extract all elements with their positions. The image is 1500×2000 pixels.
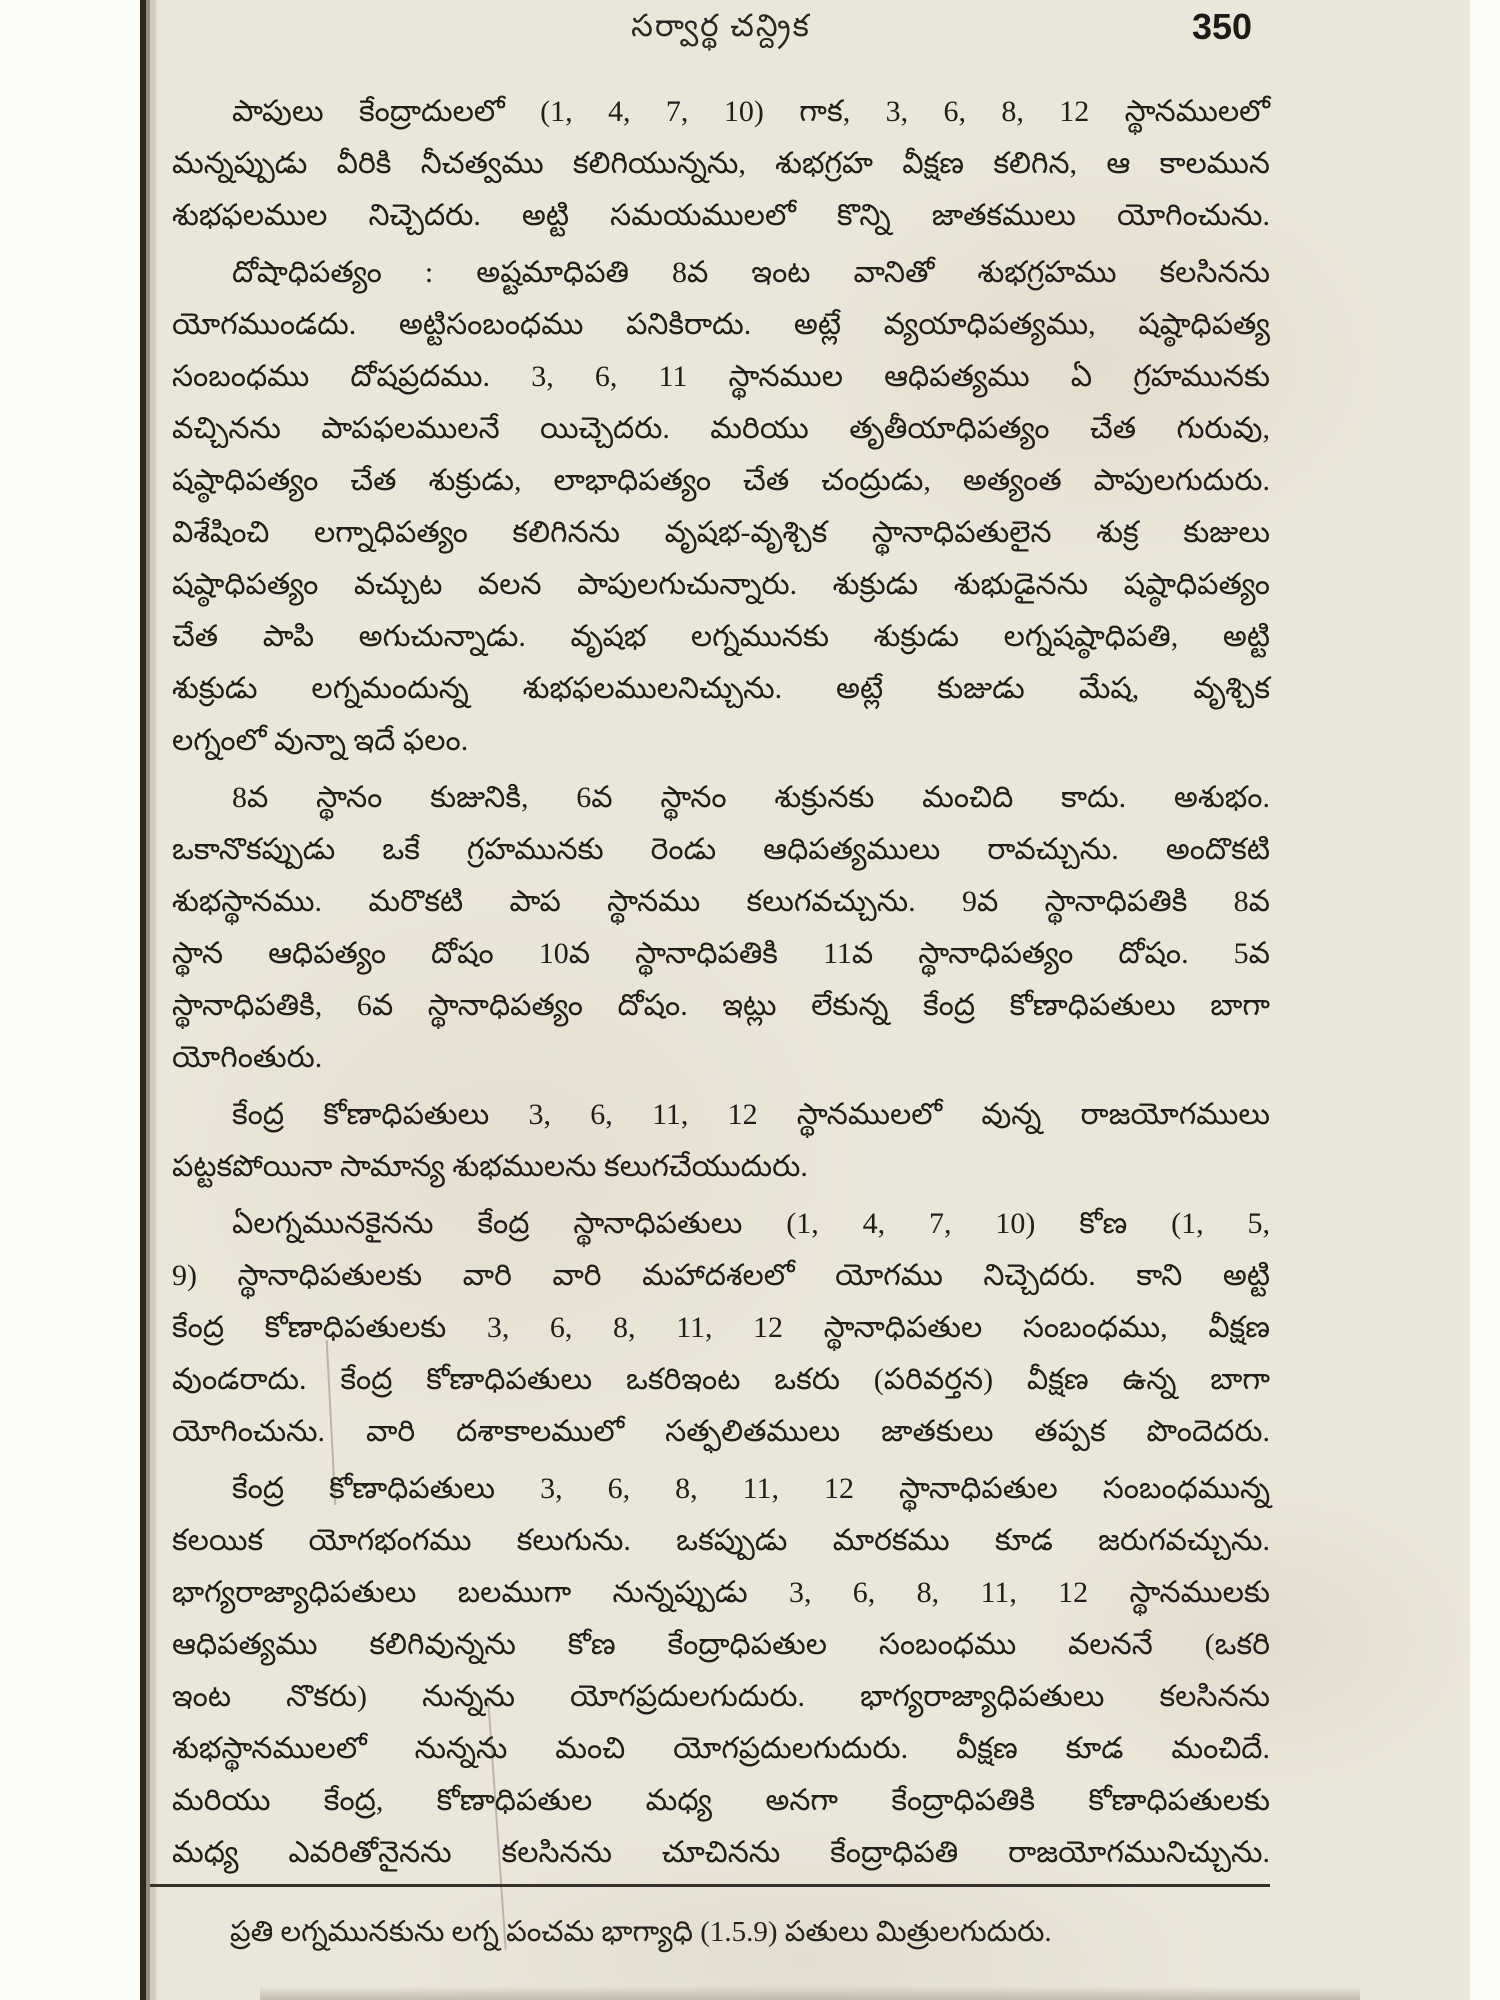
paragraph xyxy=(172,1463,1270,1879)
text-line: పట్టకపోయినా సామాన్య శుభములను కలుగచేయుదురు. xyxy=(172,1150,808,1183)
text-line: స్థానాధిపతికి, 6వ స్థానాధిపత్యం దోషం. ఇట్లు లేకున్న కేంద్ర కోణాధిపతులు బాగా xyxy=(172,989,1270,1022)
book-title: సర్వార్థ చన్ద్రిక xyxy=(631,8,811,43)
paragraph xyxy=(172,247,1270,767)
text-line: కేంద్ర కోణాధిపతులకు 3, 6, 8, 11, 12 స్థానాధిపతుల సంబంధము, వీక్షణ xyxy=(172,1311,1270,1344)
body-text xyxy=(172,86,1270,1884)
text-line: లగ్నంలో వున్నా ఇదే ఫలం. xyxy=(172,724,469,757)
text-line: శుభఫలముల నిచ్చెదరు. అట్టి సమయములలో కొన్ని జాతకములు యోగించును. xyxy=(172,199,1270,232)
scan-smudge xyxy=(260,1986,1360,2000)
paragraph xyxy=(172,1089,1270,1193)
text-line: యోగించును. వారి దశాకాలములో సత్ఫలితములు జాతకులు తప్పక పొందెదరు. xyxy=(172,1415,1270,1448)
text-line: చేత పాపి అగుచున్నాడు. వృషభ లగ్నమునకు శుక్రుడు లగ్నషష్ఠాధిపతి, అట్టి xyxy=(172,620,1270,653)
text-line: కలయిక యోగభంగము కలుగును. ఒకప్పుడు మారకము కూడ జరుగవచ్చును. xyxy=(172,1524,1270,1557)
page-number: 350 xyxy=(1192,6,1253,47)
text-line: కేంద్ర కోణాధిపతులు 3, 6, 11, 12 స్థానములలో వున్న రాజయోగములు xyxy=(232,1098,1270,1131)
paragraph xyxy=(172,86,1270,242)
text-line: వుండరాదు. కేంద్ర కోణాధిపతులు ఒకరిఇంట ఒకరు (పరివర్తన) వీక్షణ ఉన్న బాగా xyxy=(172,1363,1270,1396)
text-line: ఇంట నొకరు) నున్నను యోగప్రదులగుదురు. భాగ్యరాజ్యాధిపతులు కలసినను xyxy=(172,1680,1270,1713)
text-line: భాగ్యరాజ్యాధిపతులు బలముగా నున్నప్పుడు 3, 6, 8, 11, 12 స్థానములకు xyxy=(172,1576,1270,1609)
text-line: శుక్రుడు లగ్నమందున్న శుభఫలములనిచ్చును. అట్లే కుజుడు మేష, వృశ్చిక xyxy=(172,672,1270,705)
text-line: దోషాధిపత్యం : అష్టమాధిపతి 8వ ఇంట వానితో శుభగ్రహము కలసినను xyxy=(232,256,1270,289)
text-line: 8వ స్థానం కుజునికి, 6వ స్థానం శుక్రునకు మంచిది కాదు. అశుభం. xyxy=(232,781,1270,814)
paragraph xyxy=(172,1198,1270,1458)
text-line: ఆధిపత్యము కలిగివున్నను కోణ కేంద్రాధిపతుల సంబంధము వలననే (ఒకరి xyxy=(172,1628,1270,1661)
text-line: మన్నప్పుడు వీరికి నీచత్వము కలిగియున్నను, శుభగ్రహ వీక్షణ కలిగిన, ఆ కాలమున xyxy=(172,147,1270,180)
text-line: మధ్య ఎవరితోనైనను కలసినను చూచినను కేంద్రాధిపతి రాజయోగమునిచ్చును. xyxy=(172,1836,1270,1869)
text-line: యోగముండదు. అట్టిసంబంధము పనికిరాదు. అట్లే వ్యయాధిపత్యము, షష్ఠాధిపత్య xyxy=(172,308,1270,341)
text-line: షష్ఠాధిపత్యం వచ్చుట వలన పాపులగుచున్నారు. శుక్రుడు శుభుడైనను షష్ఠాధిపత్యం xyxy=(172,568,1270,601)
paragraph xyxy=(172,772,1270,1084)
text-line: ఒకానొకప్పుడు ఒకే గ్రహమునకు రెండు ఆధిపత్యములు రావచ్చును. అందొకటి xyxy=(172,833,1270,866)
text-line: కేంద్ర కోణాధిపతులు 3, 6, 8, 11, 12 స్థానాధిపతుల సంబంధమున్న xyxy=(232,1472,1270,1505)
page-paper xyxy=(140,0,1470,2000)
text-line: శుభస్థానములలో నున్నను మంచి యోగప్రదులగుదురు. వీక్షణ కూడ మంచిదే. xyxy=(172,1732,1270,1765)
book-gutter-shadow xyxy=(140,0,158,2000)
text-line: షష్ఠాధిపత్యం చేత శుక్రుడు, లాభాధిపత్యం చేత చంద్రుడు, అత్యంత పాపులగుదురు. xyxy=(172,464,1270,497)
text-line: సంబంధము దోషప్రదము. 3, 6, 11 స్థానముల ఆధిపత్యము ఏ గ్రహమునకు xyxy=(172,360,1270,393)
text-line: ఏలగ్నమునకైనను కేంద్ర స్థానాధిపతులు (1, 4, 7, 10) కోణ (1, 5, xyxy=(232,1207,1270,1240)
text-line: స్థాన ఆధిపత్యం దోషం 10వ స్థానాధిపతికి 11వ స్థానాధిపత్యం దోషం. 5వ xyxy=(172,937,1270,970)
footnote-text: ప్రతి లగ్నమునకును లగ్న పంచమ భాగ్యాధి (1.5.9) పతులు మిత్రులగుదురు. xyxy=(230,1916,1052,1948)
text-line: పాపులు కేంద్రాదులలో (1, 4, 7, 10) గాక, 3, 6, 8, 12 స్థానములలో xyxy=(232,95,1270,128)
text-line: యోగింతురు. xyxy=(172,1041,323,1074)
text-line: వచ్చినను పాపఫలములనే యిచ్చెదరు. మరియు తృతీయాధిపత్యం చేత గురువు, xyxy=(172,412,1270,445)
text-line: విశేషించి లగ్నాధిపత్యం కలిగినను వృషభ-వృశ్చిక స్థానాధిపతులైన శుక్ర కుజులు xyxy=(172,516,1270,549)
text-line: 9) స్థానాధిపతులకు వారి వారి మహాదశలలో యోగము నిచ్చెదరు. కాని అట్టి xyxy=(172,1259,1270,1292)
footnote-divider xyxy=(150,1884,1270,1887)
text-line: మరియు కేంద్ర, కోణాధిపతుల మధ్య అనగా కేంద్రాధిపతికి కోణాధిపతులకు xyxy=(172,1784,1270,1817)
text-line: శుభస్థానము. మరొకటి పాప స్థానము కలుగవచ్చును. 9వ స్థానాధిపతికి 8వ xyxy=(172,885,1270,918)
